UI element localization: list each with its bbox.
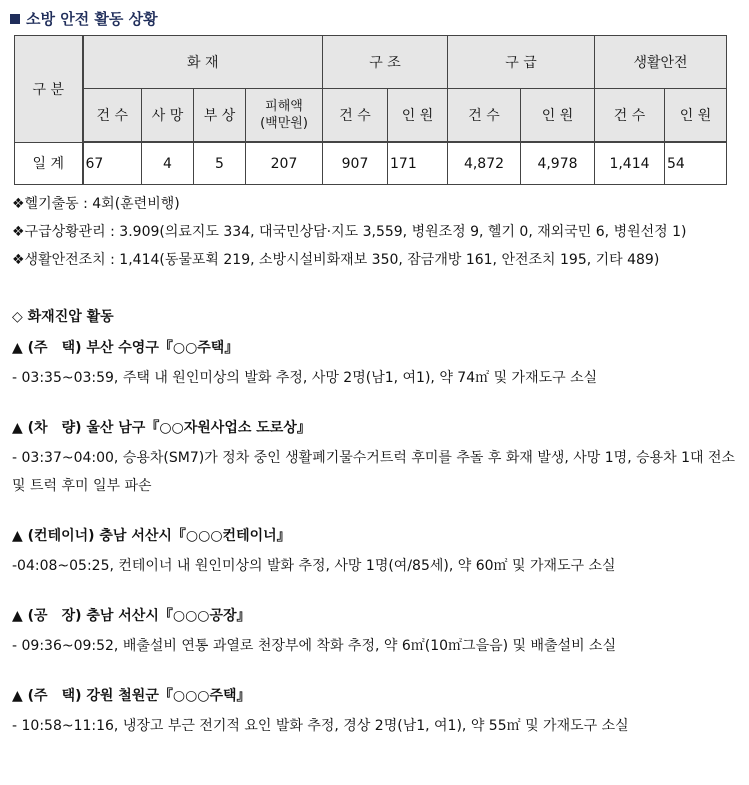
- table-cell: 171: [388, 142, 448, 185]
- row-label: 일 계: [15, 142, 83, 185]
- table-cell: 4,978: [521, 142, 595, 185]
- section-title: ◇ 화재진압 활동: [12, 309, 114, 325]
- note-life-safety: ❖생활안전조치 : 1,414(동물포획 219, 소방시설비화재보 350, 잠금개방 161, 안전조치 195, 기타 489): [12, 252, 660, 268]
- incident-description: - 09:36~09:52, 배출설비 연통 과열로 천장부에 착화 추정, 약 6㎡(10㎡그을음) 및 배출설비 소실: [12, 638, 617, 654]
- note-helicopter: ❖헬기출동 : 4회(훈련비행): [12, 196, 180, 212]
- sub-header: 건 수: [83, 89, 142, 143]
- list-item: [12, 524, 737, 580]
- incident-description: - 03:35~03:59, 주택 내 원인미상의 발화 추정, 사망 2명(남1, 여1), 약 74㎡ 및 가재도구 소실: [12, 370, 598, 386]
- group-header-rescue: 구 조: [323, 36, 448, 89]
- table-cell: 4: [142, 142, 194, 185]
- table-cell: 4,872: [448, 142, 521, 185]
- incident-heading: ▲ (주 택) 부산 수영구『○○주택』: [12, 340, 239, 356]
- table-row: [15, 142, 727, 185]
- table-cell: 54: [665, 142, 727, 185]
- sub-header: 사 망: [142, 89, 194, 143]
- incident-heading: ▲ (주 택) 강원 철원군『○○○주택』: [12, 688, 251, 704]
- incident-heading: ▲ (컨테이너) 충남 서산시『○○○컨테이너』: [12, 528, 291, 544]
- group-header-fire: 화 재: [83, 36, 323, 89]
- list-item: [12, 604, 737, 660]
- page-title-text: 소방 안전 활동 상황: [26, 10, 158, 28]
- table-cell: 5: [194, 142, 246, 185]
- sub-header: 부 상: [194, 89, 246, 143]
- sub-header: 인 원: [521, 89, 595, 143]
- sub-header: 건 수: [595, 89, 665, 143]
- safety-activity-table: [14, 35, 727, 185]
- incident-description: - 10:58~11:16, 냉장고 부근 전기적 요인 발화 추정, 경상 2명(남1, 여1), 약 55㎡ 및 가재도구 소실: [12, 718, 629, 734]
- list-item: [12, 684, 737, 740]
- notes-list: [12, 194, 687, 278]
- group-header-life-safety: 생활안전: [595, 36, 727, 89]
- incident-heading: ▲ (공 장) 충남 서산시『○○○공장』: [12, 608, 251, 624]
- group-header-ems: 구 급: [448, 36, 595, 89]
- incident-description: - 03:37~04:00, 승용차(SM7)가 정차 중인 생활폐기물수거트럭 후미를 추돌 후 화재 발생, 사망 1명, 승용차 1대 전소 및 트럭 후미 일부 파손: [12, 450, 736, 494]
- sub-header: 건 수: [448, 89, 521, 143]
- sub-header: 건 수: [323, 89, 388, 143]
- row-header: 구 분: [15, 36, 83, 143]
- sub-header: 인 원: [388, 89, 448, 143]
- sub-header-damage: 피해액 (백만원): [246, 89, 323, 143]
- sub-header: 인 원: [665, 89, 727, 143]
- page-title: [10, 8, 158, 29]
- table-cell: 67: [83, 142, 142, 185]
- incident-description: -04:08~05:25, 컨테이너 내 원인미상의 발화 추정, 사망 1명(여/85세), 약 60㎡ 및 가재도구 소실: [12, 558, 616, 574]
- list-item: [12, 336, 737, 392]
- table-cell: 907: [323, 142, 388, 185]
- table-cell: 1,414: [595, 142, 665, 185]
- table-cell: 207: [246, 142, 323, 185]
- incident-heading: ▲ (차 량) 울산 남구『○○자원사업소 도로상』: [12, 420, 311, 436]
- square-bullet-icon: [10, 14, 20, 24]
- note-ems-management: ❖구급상황관리 : 3.909(의료지도 334, 대국민상담·지도 3,559, 병원조정 9, 헬기 0, 재외국민 6, 병원선정 1): [12, 224, 687, 240]
- list-item: [12, 416, 737, 500]
- incident-list: [12, 336, 737, 764]
